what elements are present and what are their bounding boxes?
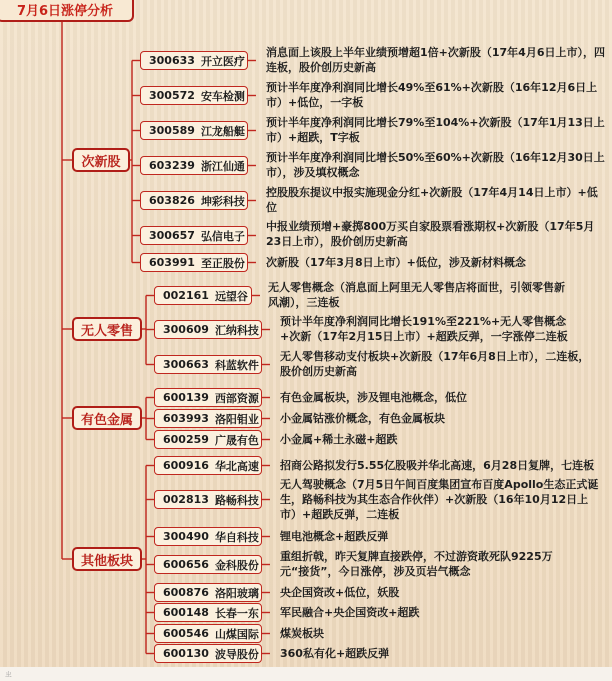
footer-mark: ㄓ [4,670,14,680]
stock-name: 波导股份 [214,647,259,661]
stock-name: 科蓝软件 [214,358,259,372]
stock-desc: 重组折戟，昨天复牌直接跌停，不过游资敢死队9225万元“接货”，今日涨停，涉及页岩气概念 [280,550,553,578]
stock-node [154,644,262,663]
stock-desc: 无人驾驶概念（7月5日午间百度集团宣布百度Apollo生态正式诞生，路畅科技为其生态合作伙伴）+次新股（16年10月12日上市）+超跌反弹，二连板 [280,478,599,521]
stock-code: 300490 [163,530,209,543]
stock-name: 汇纳科技 [214,323,259,337]
diagram-title: 7月6日涨停分析 [0,0,134,22]
stock-name: 洛阳钼业 [214,412,259,426]
stock-desc: 军民融合+央企国资改+超跌 [280,606,420,619]
stock-desc: 预计半年度净利润同比增长79%至104%+次新股（17年1月13日上市）+超跌，T字板 [266,116,605,144]
stock-name: 浙江仙通 [200,159,245,173]
stock-node [154,603,262,622]
stock-desc: 央企国资改+低位，妖股 [280,586,400,599]
stock-node [154,555,262,574]
stock-name: 洛阳玻璃 [214,586,259,600]
stock-desc: 预计半年度净利润同比增长50%至60%+次新股（16年12月30日上市），涉及填权概念 [266,151,605,179]
stock-code: 600916 [163,459,209,472]
stock-node [154,490,262,509]
category-node: 其他板块 [72,547,142,571]
stock-name: 安车检测 [200,89,245,103]
stock-desc: 小金属钴涨价概念，有色金属板块 [280,412,445,425]
stock-node [154,527,262,546]
category-node: 无人零售 [72,317,142,341]
stock-code: 603991 [149,256,195,269]
stock-name: 江龙船艇 [200,124,245,138]
stock-code: 600130 [163,647,209,660]
stock-node [154,286,252,305]
stock-code: 603993 [163,412,209,425]
category-node: 次新股 [72,148,130,172]
stock-code: 600546 [163,627,209,640]
stock-desc: 消息面上该股上半年业绩预增超1倍+次新股（17年4月6日上市），四连板，股价创历史新高 [266,46,605,74]
stock-desc: 无人零售移动支付板块+次新股（17年6月8日上市），二连板，股价创历史新高 [280,350,590,378]
stock-name: 华北高速 [214,459,259,473]
stock-name: 金科股份 [214,558,259,572]
stock-node [154,624,262,643]
stock-desc: 煤炭板块 [280,627,324,640]
stock-desc: 中报业绩预增+豪掷800万买自家股票看涨期权+次新股（17年5月23日上市），股价创历史新高 [266,220,595,248]
stock-code: 600656 [163,558,209,571]
stock-node [140,121,248,140]
stock-name: 广晟有色 [214,433,259,447]
stock-desc: 锂电池概念+超跌反弹 [280,530,389,543]
stock-node [154,388,262,407]
stock-desc: 预计半年度净利润同比增长49%至61%+次新股（16年12月6日上市）+低位，一字板 [266,81,598,109]
stock-node [140,253,248,272]
stock-name: 远望谷 [214,289,248,303]
stock-node [154,320,262,339]
stock-desc: 360私有化+超跌反弹 [280,647,390,660]
stock-desc: 预计半年度净利润同比增长191%至221%+无人零售概念+次新（17年2月15日上市）+超跌反弹，一字涨停二连板 [280,315,568,343]
stock-desc: 次新股（17年3月8日上市）+低位，涉及新材料概念 [266,256,526,269]
stock-node [154,409,262,428]
stock-code: 600876 [163,586,209,599]
stock-name: 华自科技 [214,530,259,544]
stock-node [154,583,262,602]
stock-name: 至正股份 [200,256,245,270]
stock-name: 路畅科技 [214,493,259,507]
stock-name: 弘信电子 [200,229,245,243]
stock-code: 603239 [149,159,195,172]
stock-node [154,430,262,449]
stock-desc: 有色金属板块，涉及锂电池概念，低位 [280,391,467,404]
stock-desc: 无人零售概念（消息面上阿里无人零售店将面世，引领零售新风潮），三连板 [268,281,565,309]
stock-code: 600148 [163,606,209,619]
stock-code: 300657 [149,229,195,242]
stock-node [140,51,248,70]
stock-node [154,456,262,475]
stock-code: 600259 [163,433,209,446]
stock-code: 600139 [163,391,209,404]
stock-name: 西部资源 [214,391,259,405]
stock-code: 300572 [149,89,195,102]
stock-desc: 控股股东提议中报实施现金分红+次新股（17年4月14日上市）+低位 [266,186,598,214]
stock-desc: 招商公路拟发行5.55亿股吸并华北高速，6月28日复牌，七连板 [280,459,595,472]
stock-name: 开立医疗 [200,54,245,68]
stock-name: 长春一东 [214,606,259,620]
stock-code: 002161 [163,289,209,302]
stock-name: 坤彩科技 [200,194,245,208]
stock-code: 603826 [149,194,195,207]
stock-code: 300633 [149,54,195,67]
footer-strip [0,667,612,681]
stock-node [140,226,248,245]
stock-code: 300589 [149,124,195,137]
stock-code: 002813 [163,493,209,506]
stock-code: 300663 [163,358,209,371]
stock-desc: 小金属+稀土永磁+超跌 [280,433,398,446]
stock-name: 山煤国际 [214,627,259,641]
stock-node [140,191,248,210]
stock-node [154,355,262,374]
stock-node [140,156,248,175]
stock-code: 300609 [163,323,209,336]
stock-node [140,86,248,105]
category-node: 有色金属 [72,406,142,430]
